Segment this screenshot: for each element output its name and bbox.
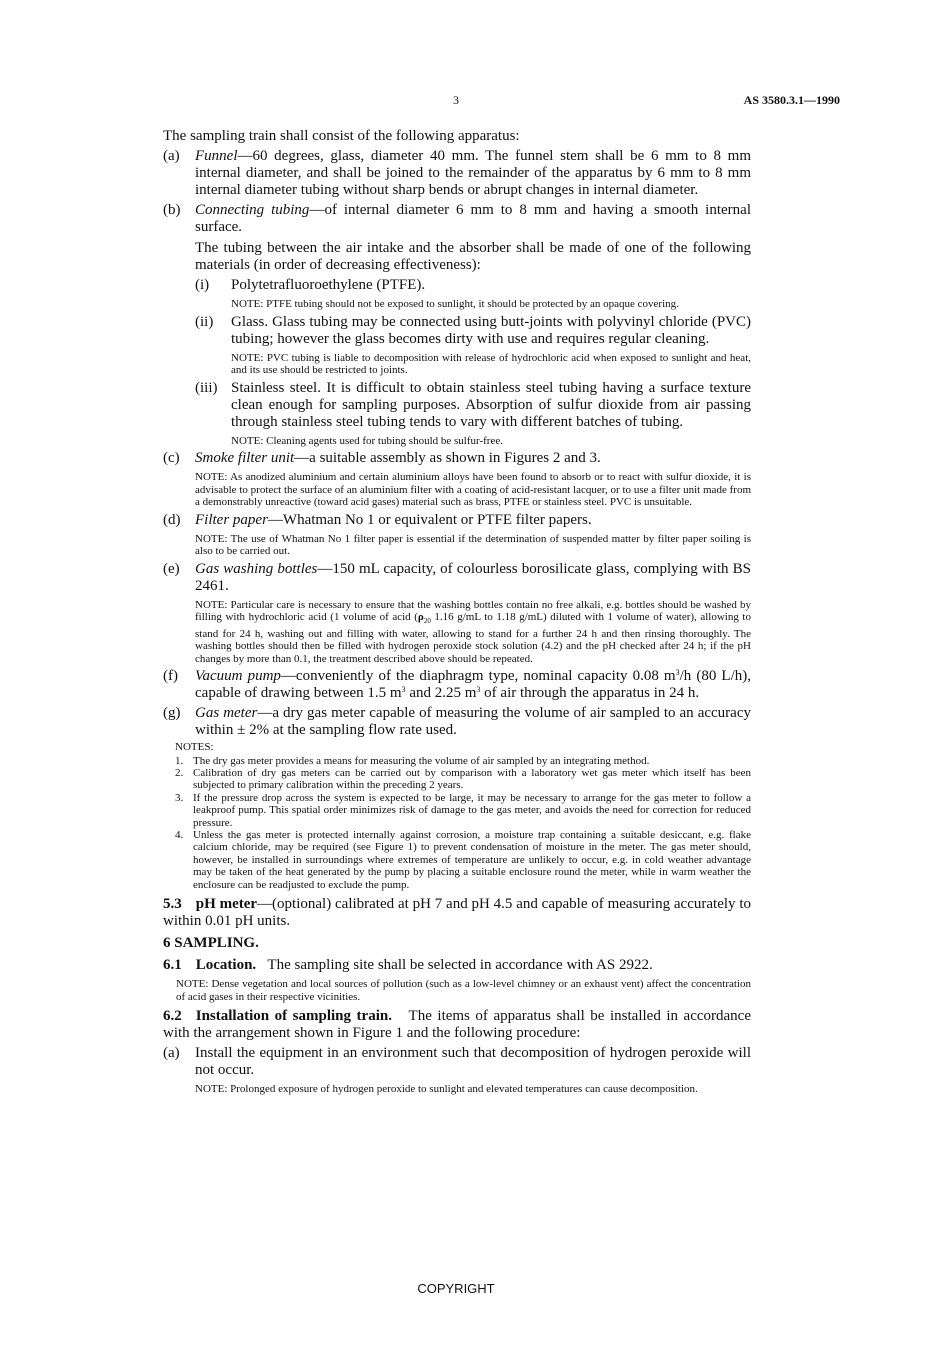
note-ptfe: NOTE: PTFE tubing should not be exposed to sunlight, it should be protected by an opaque covering. <box>231 298 679 310</box>
item-term: Smoke filter unit <box>195 450 295 466</box>
item-text: of air through the apparatus in 24 h. <box>480 685 700 702</box>
note-item <box>175 829 751 891</box>
item-text: /h (80 L/h), capable of drawing between 1.5 m <box>195 668 751 702</box>
gas-meter-notes <box>175 741 751 891</box>
note-number: 4. <box>175 829 184 842</box>
subitem-text: Polytetrafluoroethylene (PTFE). <box>231 277 426 293</box>
item-text: Install the equipment in an environment such that decomposition of hydrogen peroxide will not occur. <box>195 1045 751 1079</box>
section-title: pH meter <box>195 896 258 913</box>
section-text: The items of apparatus shall be installed in accordance with the arrangement shown in Figure 1 and the following procedure: <box>163 1008 751 1042</box>
standard-number: AS 3580.3.1—1990 <box>743 93 840 107</box>
item-term: Vacuum pump <box>195 668 281 685</box>
section-text: —(optional) calibrated at pH 7 and pH 4.5 and capable of measuring accurately to within 0.01 pH units. <box>163 896 751 930</box>
item-label: (a) <box>163 148 180 164</box>
note-text: Unless the gas meter is protected internally against corrosion, a moisture trap containing a suitable desiccant, e.g. flake calcium chloride, may be required (see Figure 1) to prevent condensation of moisture in the meter. The gas meter should, however, be installed in surroundings where extremes of temperature are unlikely to occur, e.g. in cold weather advantage may be taken of the heat generated by the pump by placing a suitable enclosure round the meter, while in warm weather the enclosure can be readjusted to exclude the pump. <box>193 829 751 891</box>
item-term: Gas meter <box>195 705 258 722</box>
section-6-heading: 6 SAMPLING. <box>163 935 259 952</box>
notes-heading: NOTES: <box>175 741 214 754</box>
item-label: (c) <box>163 450 180 466</box>
item-label: (g) <box>163 705 181 722</box>
note-cleaning-agents: NOTE: Cleaning agents used for tubing should be sulfur-free. <box>231 434 503 447</box>
item-funnel <box>163 148 751 199</box>
subitem-label: (ii) <box>195 313 214 330</box>
note-item <box>175 792 751 829</box>
item-text: and 2.25 m <box>405 685 477 702</box>
superscript: 3 <box>476 685 481 695</box>
subitem-label: (iii) <box>195 379 218 396</box>
item-label: (e) <box>163 560 180 577</box>
subitem-label: (i) <box>195 277 210 293</box>
note-number: 3. <box>175 791 184 804</box>
section-title: Installation of sampling train. <box>195 1008 392 1025</box>
subitem-stainless-steel <box>195 380 751 448</box>
section-number: 6.1 <box>163 957 182 974</box>
item-vacuum-pump <box>163 668 751 702</box>
note-washing-bottles <box>195 599 751 666</box>
item-term: Connecting tubing <box>195 202 310 218</box>
intro-text: The sampling train shall consist of the following apparatus: <box>163 128 520 144</box>
note-text-part: 1.16 g/mL to 1.18 g/mL) diluted with 1 volume of water), allowing to stand for 24 h, washing out and filling with water, allowing to stand for a further 24 h and then rinsing thoroughly. The washing bottles should then be filled with hydrogen peroxide stock solution (4.2) and the pH checked after 24 h; if the pH changes by more than 0.1, the treatment described above should be repeated. <box>195 611 751 665</box>
item-filter-paper <box>163 512 751 558</box>
item-text: —of internal diameter 6 mm to 8 mm and having a smooth internal surface. <box>195 202 751 235</box>
note-text: If the pressure drop across the system is expected to be large, it may be necessary to arrange for the gas meter to follow a leakproof pump. This spatial order minimizes risk of damage to the gas meter, and avoids the need for correction for reduced pressure. <box>193 791 751 829</box>
section-number: 6.2 <box>163 1008 182 1025</box>
item-term: Funnel <box>195 148 238 164</box>
subitem-text: Glass. Glass tubing may be connected using butt-joints with polyvinyl chloride (PVC) tubing; however the glass becomes dirty with use and requires regular cleaning. <box>231 313 751 347</box>
item-label: (b) <box>163 202 181 218</box>
subitem-text: Stainless steel. It is difficult to obtain stainless steel tubing having a surface texture clean enough for sampling purposes. Absorption of sulfur dioxide from air passing through stainless steel tubing tends to vary with different batches of tubing. <box>231 379 751 430</box>
subitem-glass <box>195 314 751 377</box>
copyright-footer: COPYRIGHT <box>417 1281 495 1296</box>
item-text: —150 mL capacity, of colourless borosilicate glass, complying with BS 2461. <box>195 560 751 594</box>
note-text: The dry gas meter provides a means for measuring the volume of air sampled by an integrating method. <box>193 754 650 767</box>
section-6-2 <box>163 1008 751 1042</box>
superscript: 3 <box>401 685 406 695</box>
rho-symbol: ρ <box>417 611 424 623</box>
item-connecting-tubing <box>163 202 751 447</box>
item-label: (a) <box>163 1045 180 1062</box>
note-number: 2. <box>175 767 184 779</box>
item-label: (f) <box>163 668 178 685</box>
section-text: The sampling site shall be selected in accordance with AS 2922. <box>267 957 653 974</box>
superscript: 3 <box>675 668 680 678</box>
tubing-materials-intro: The tubing between the air intake and the absorber shall be made of one of the following materials (in order of decreasing effectiveness): <box>195 240 751 273</box>
item-term: Filter paper <box>195 511 268 528</box>
page-number: 3 <box>453 93 459 107</box>
item-text: —conveniently of the diaphragm type, nominal capacity 0.08 m <box>280 668 676 685</box>
note-item <box>175 767 751 792</box>
item-term: Gas washing bottles <box>195 560 318 577</box>
note-number: 1. <box>175 754 184 767</box>
item-gas-meter <box>163 705 751 739</box>
note-location: NOTE: Dense vegetation and local sources of pollution (such as a low-level chimney or an exhaust vent) affect the concentration of acid gases in their respective vicinities. <box>176 978 751 1003</box>
item-text: —a dry gas meter capable of measuring the volume of air sampled to an accuracy within ± 2% at the sampling flow rate used. <box>195 705 751 739</box>
note-text-part: NOTE: Particular care is necessary to ensure that the washing bottles contain no free alkali, e.g. bottles should be washed by filling with hydrochloric acid (1 volume of acid ( <box>195 598 751 623</box>
section-title: Location. <box>195 957 257 974</box>
item-smoke-filter-unit <box>163 450 751 509</box>
section-6-1 <box>163 957 751 974</box>
section-number: 5.3 <box>163 896 182 913</box>
section-5-3 <box>163 896 751 930</box>
note-item <box>175 755 751 767</box>
rho-subscript: 20 <box>423 617 431 626</box>
subitem-ptfe <box>195 277 751 311</box>
note-pvc: NOTE: PVC tubing is liable to decomposition with release of hydrochloric acid when exposed to sunlight and heat, and its use should be restricted to joints. <box>231 351 751 376</box>
item-gas-washing-bottles <box>163 561 751 666</box>
item-text: —a suitable assembly as shown in Figures 2 and 3. <box>294 450 601 466</box>
document-body <box>163 128 751 1098</box>
step-install-equipment <box>163 1045 751 1096</box>
note-aluminium-filter: NOTE: As anodized aluminium and certain aluminium alloys have been found to absorb or to react with sulfur dioxide, it is advisable to protect the surface of an aluminium filter with a coating of acid-resistant lacquer, or to use a filter unit made from a demonstrably unreactive (toward acid gases) material such as brass, PTFE or stainless steel. PVC is unsuitable. <box>195 471 751 508</box>
note-text: Calibration of dry gas meters can be carried out by comparison with a laboratory wet gas meter which itself has been subjected to primary calibration within the preceding 2 years. <box>193 767 751 792</box>
item-label: (d) <box>163 511 181 528</box>
item-text: —Whatman No 1 or equivalent or PTFE filter papers. <box>267 511 592 528</box>
item-text: —60 degrees, glass, diameter 40 mm. The funnel stem shall be 6 mm to 8 mm internal diameter, and shall be joined to the remainder of the apparatus by 6 mm to 8 mm internal diameter tubing without sharp bends or abrupt changes in internal diameter. <box>195 148 751 198</box>
note-whatman: NOTE: The use of Whatman No 1 filter paper is essential if the determination of suspended matter by filter paper soiling is also to be carried out. <box>195 532 751 557</box>
note-hydrogen-peroxide: NOTE: Prolonged exposure of hydrogen peroxide to sunlight and elevated temperatures can cause decomposition. <box>195 1083 698 1096</box>
